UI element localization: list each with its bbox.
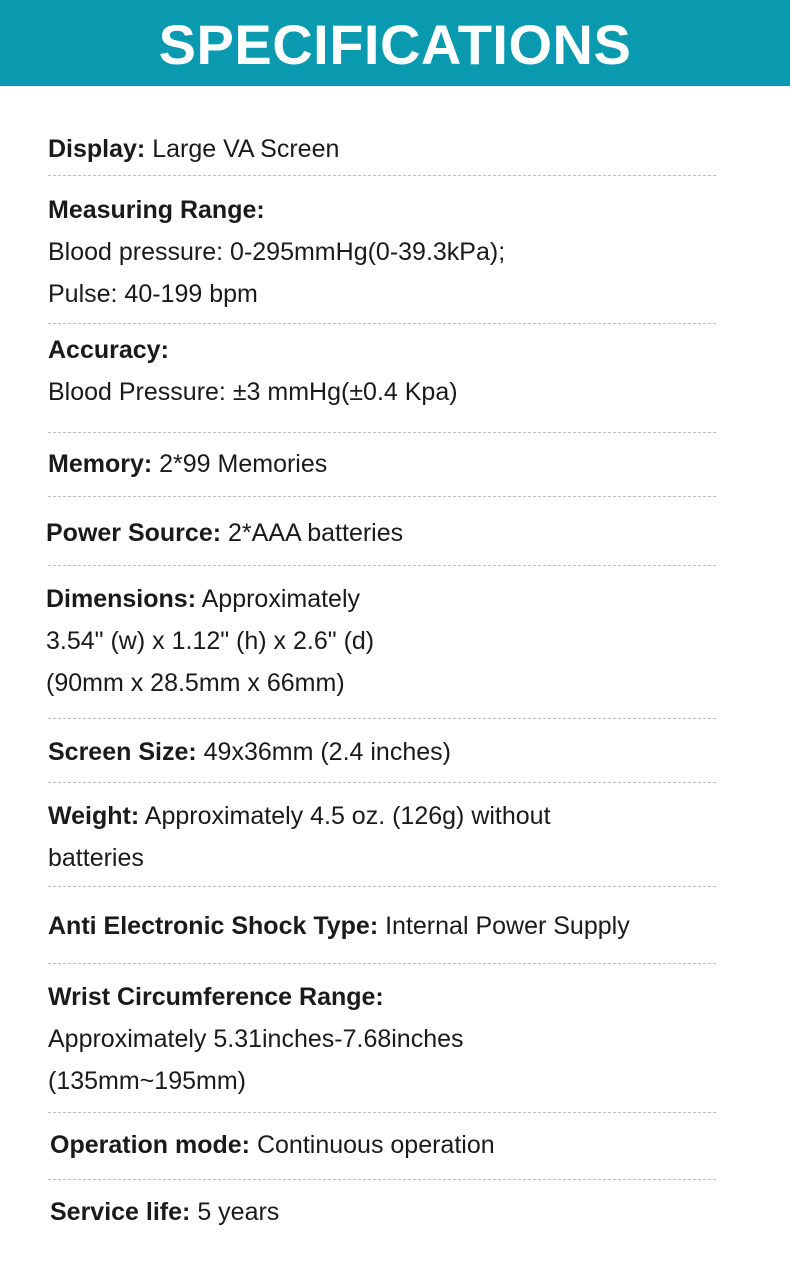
divider xyxy=(48,565,716,566)
spec-wrist-circumference-range xyxy=(48,976,716,1102)
spec-dimensions xyxy=(46,578,714,704)
spec-label: Dimensions: xyxy=(46,585,197,613)
page-title: SPECIFICATIONS xyxy=(158,13,632,76)
spec-value: 5 years xyxy=(197,1198,280,1226)
divider xyxy=(48,432,716,433)
spec-label: Accuracy: xyxy=(48,336,169,364)
spec-anti-electronic-shock-type xyxy=(48,905,716,947)
divider xyxy=(48,496,716,497)
spec-label: Wrist Circumference Range: xyxy=(48,983,384,1011)
spec-value: 2*AAA batteries xyxy=(228,519,404,547)
spec-label: Weight: xyxy=(48,802,140,830)
spec-display xyxy=(48,128,716,170)
specifications-header xyxy=(0,0,790,86)
spec-value: Internal Power Supply xyxy=(385,912,630,940)
divider xyxy=(48,963,716,964)
spec-value: Approximately 4.5 oz. (126g) without xyxy=(144,802,551,830)
spec-memory xyxy=(48,443,716,485)
spec-operation-mode xyxy=(50,1124,718,1166)
spec-label: Screen Size: xyxy=(48,738,197,766)
spec-power-source xyxy=(46,512,714,554)
spec-label: Anti Electronic Shock Type: xyxy=(48,912,379,940)
divider xyxy=(48,782,716,783)
divider xyxy=(48,718,716,719)
spec-label: Power Source: xyxy=(46,519,222,547)
spec-value: 2*99 Memories xyxy=(159,450,328,478)
spec-value: Continuous operation xyxy=(256,1131,495,1159)
spec-screen-size xyxy=(48,731,716,773)
spec-value: Blood pressure: 0-295mmHg(0-39.3kPa); xyxy=(48,238,506,266)
spec-value: 49x36mm (2.4 inches) xyxy=(203,738,451,766)
divider xyxy=(48,886,716,887)
divider xyxy=(48,1179,716,1180)
spec-value: 3.54" (w) x 1.12" (h) x 2.6" (d) xyxy=(46,627,375,655)
divider xyxy=(48,1112,716,1113)
divider xyxy=(48,323,716,324)
divider xyxy=(48,175,716,176)
spec-weight xyxy=(48,795,716,879)
spec-label: Service life: xyxy=(50,1198,191,1226)
spec-value: Large VA Screen xyxy=(152,135,340,163)
spec-value: Pulse: 40-199 bpm xyxy=(48,280,258,308)
spec-value: (90mm x 28.5mm x 66mm) xyxy=(46,669,345,697)
spec-label: Measuring Range: xyxy=(48,196,265,224)
spec-value: (135mm~195mm) xyxy=(48,1067,246,1095)
spec-label: Display: xyxy=(48,135,146,163)
spec-value: Blood Pressure: ±3 mmHg(±0.4 Kpa) xyxy=(48,378,458,406)
spec-label: Operation mode: xyxy=(50,1131,251,1159)
spec-label: Memory: xyxy=(48,450,153,478)
spec-accuracy xyxy=(48,329,716,413)
spec-value: Approximately 5.31inches-7.68inches xyxy=(48,1025,464,1053)
spec-value: Approximately xyxy=(201,585,361,613)
spec-measuring-range xyxy=(48,189,716,315)
spec-service-life xyxy=(50,1191,718,1233)
spec-value: batteries xyxy=(48,844,144,872)
